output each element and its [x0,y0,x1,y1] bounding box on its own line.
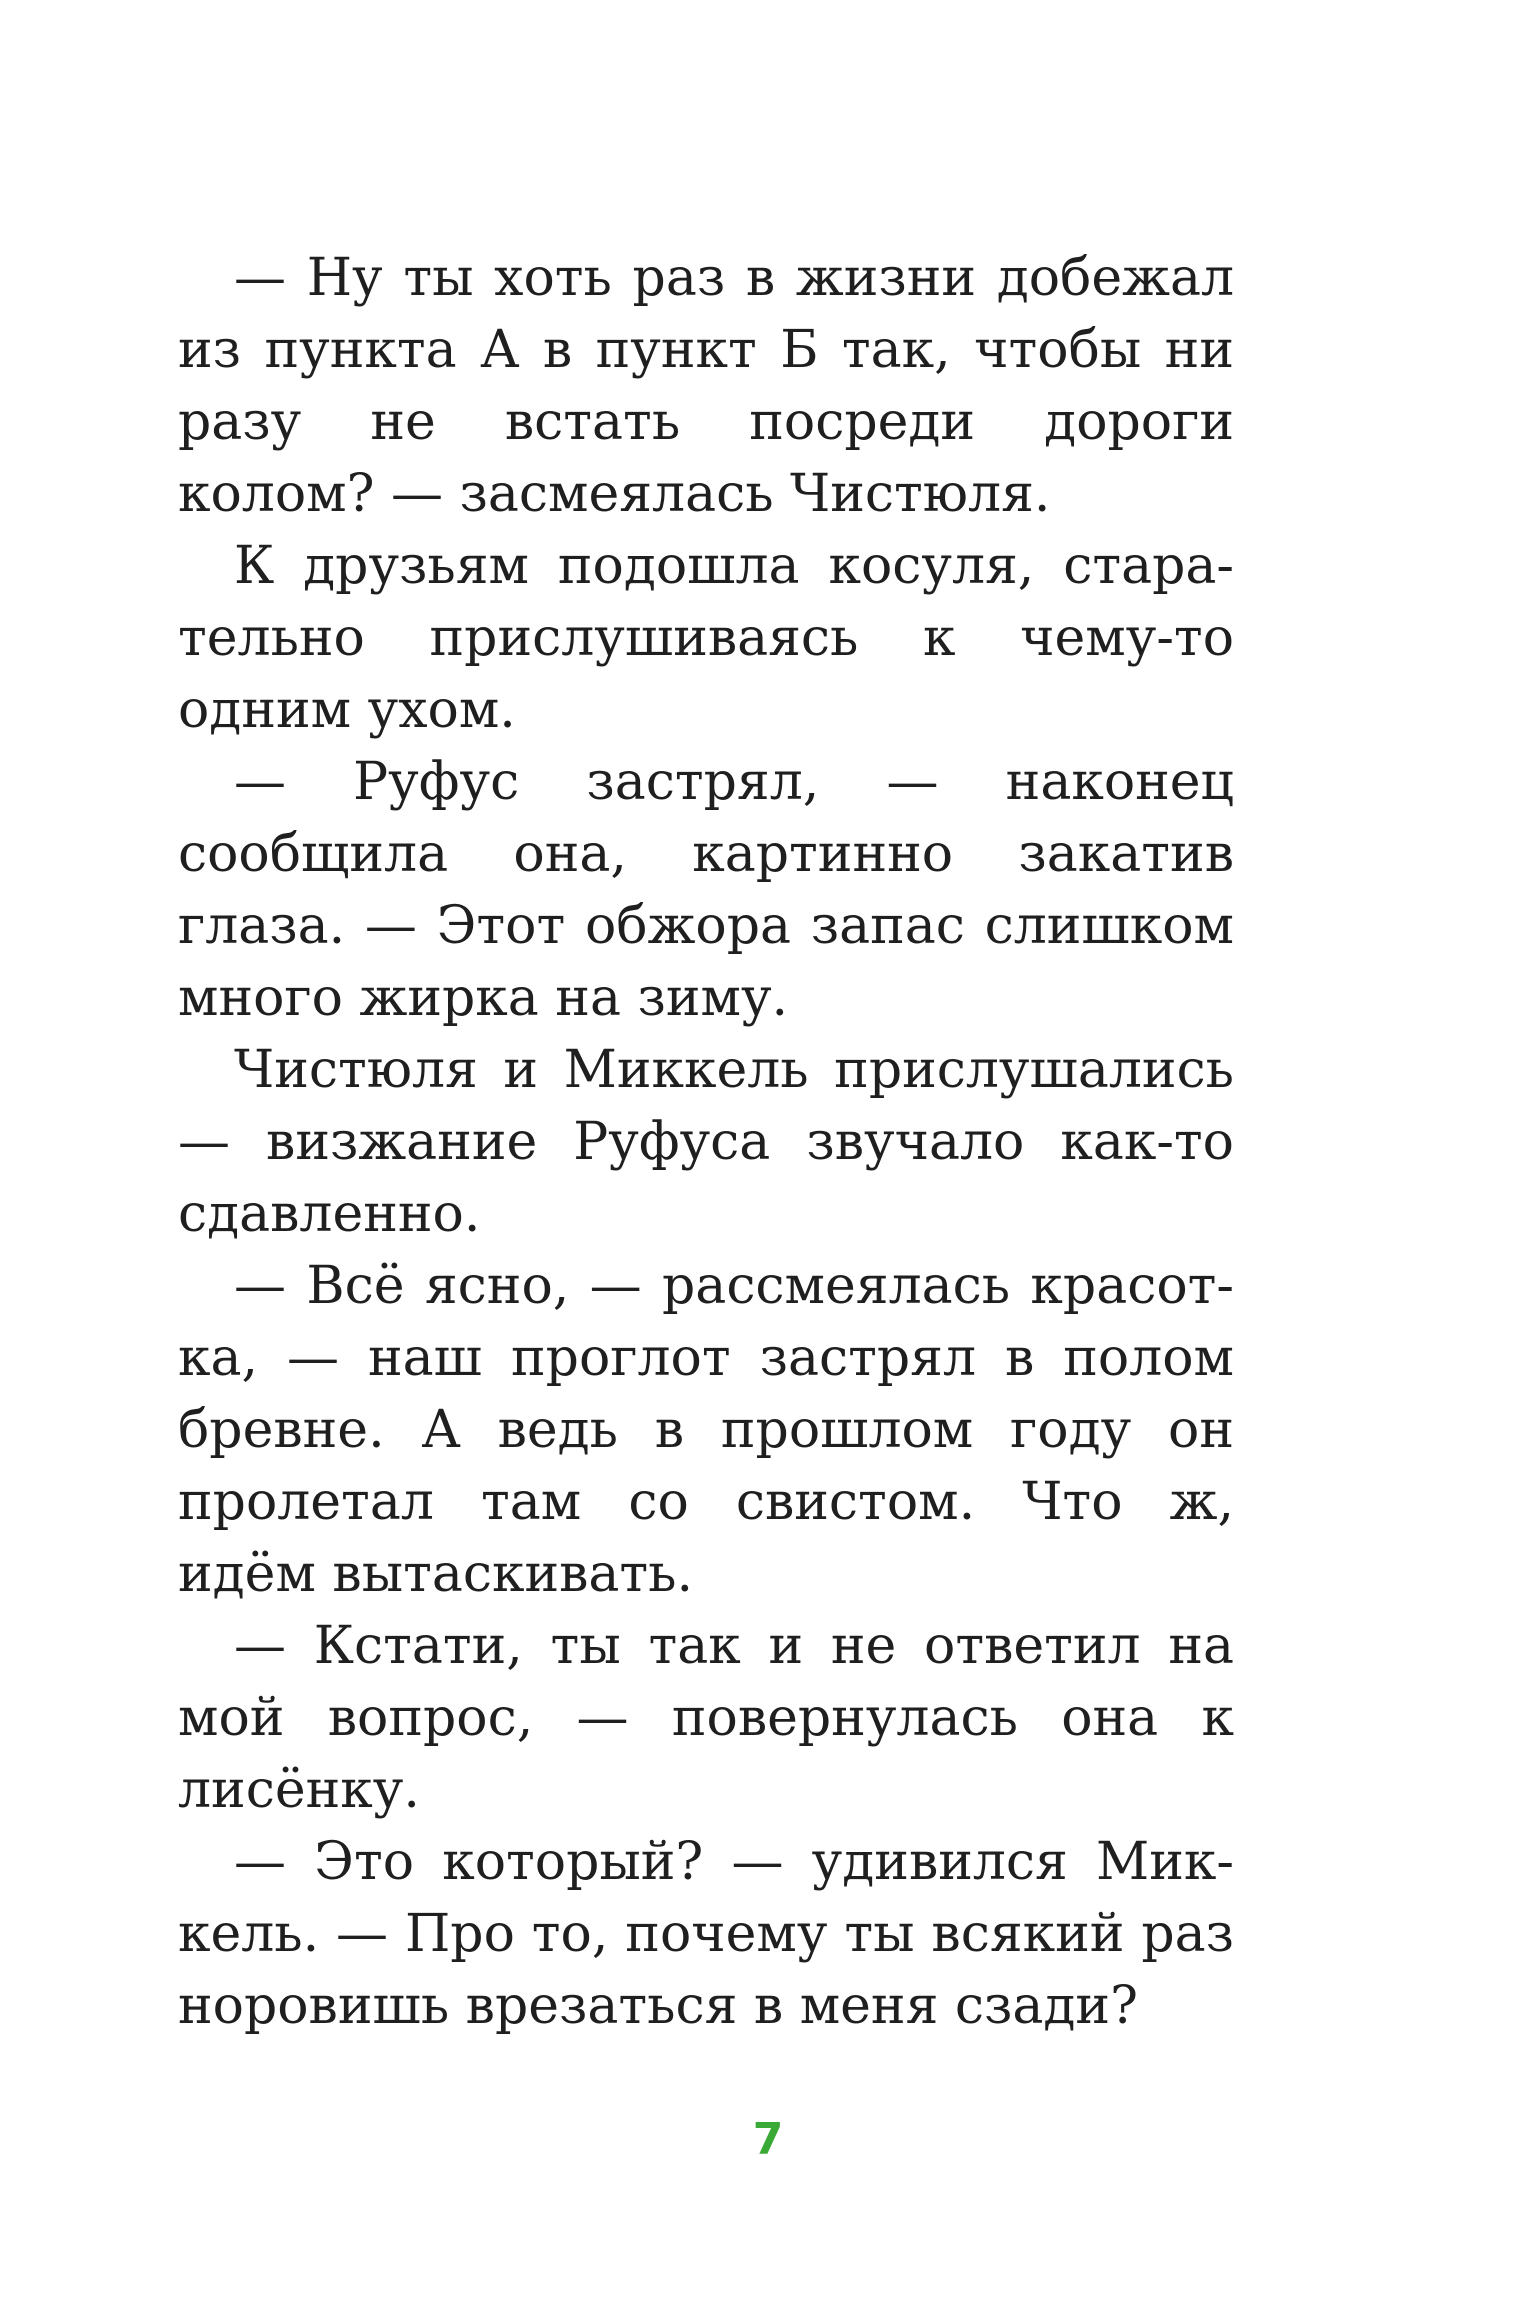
page-number: 7 [752,2114,784,2165]
paragraph: — Руфус застрял, — наконец сообщила она, картинно закатив глаза. — Этот обжора запас слишком много жирка на зиму. [178,752,1234,1028]
paragraph: Чистюля и Миккель прислушались — визжание Руфуса звучало как-то сдавленно. [178,1040,1234,1244]
paragraph: — Кстати, ты так и не ответил на мой вопрос, — повернулась она к лисёнку. [178,1616,1234,1820]
paragraph: — Это который? — удивился Миккель. — Про то, почему ты всякий раз норовишь врезаться в меня сзади? [178,1832,1234,2036]
paragraph: — Ну ты хоть раз в жизни добежал из пункта А в пункт Б так, чтобы ни разу не встать посреди дороги колом? — засмеялась Чистюля. [178,248,1234,524]
page-text-body [178,242,1234,2042]
paragraph: К друзьям подошла косуля, старательно прислушиваясь к чему-то одним ухом. [178,536,1234,740]
paragraph: — Всё ясно, — рассмеялась красотка, — наш проглот застрял в полом бревне. А ведь в прошлом году он пролетал там со свистом. Что ж, идём вытаскивать. [178,1256,1234,1604]
